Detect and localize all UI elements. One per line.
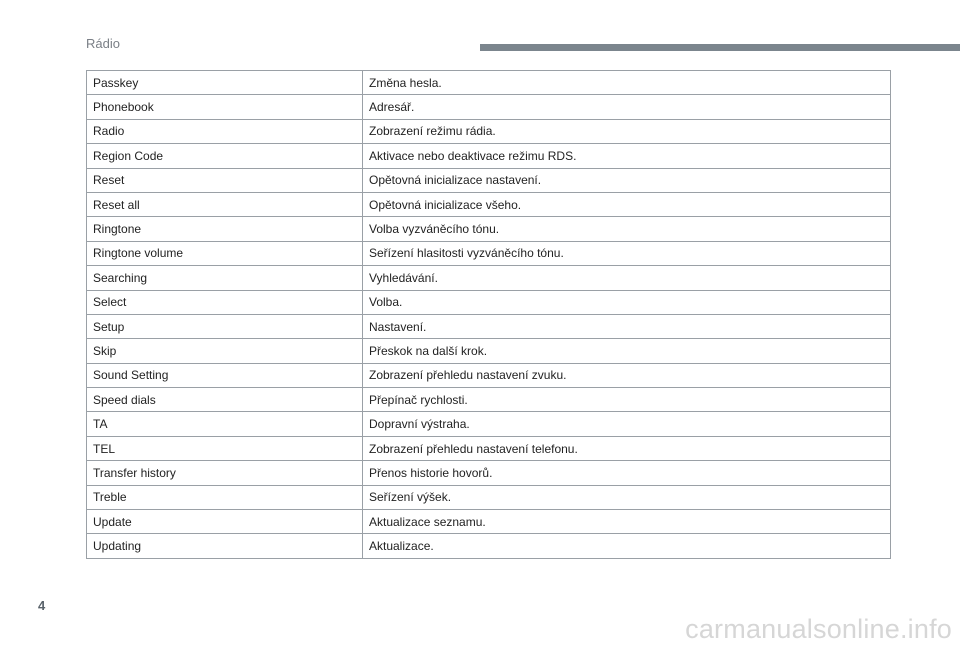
description-cell: Zobrazení režimu rádia.	[363, 119, 891, 143]
term-cell: Searching	[87, 266, 363, 290]
term-cell: Sound Setting	[87, 363, 363, 387]
table-row	[87, 217, 891, 241]
description-cell: Adresář.	[363, 95, 891, 119]
term-cell: Skip	[87, 339, 363, 363]
term-cell: TEL	[87, 436, 363, 460]
term-cell: Ringtone volume	[87, 241, 363, 265]
description-cell: Aktualizace.	[363, 534, 891, 558]
table-row	[87, 534, 891, 558]
description-cell: Opětovná inicializace nastavení.	[363, 168, 891, 192]
table-row	[87, 363, 891, 387]
table-row	[87, 314, 891, 338]
term-cell: Select	[87, 290, 363, 314]
table-row	[87, 412, 891, 436]
description-cell: Aktualizace seznamu.	[363, 510, 891, 534]
table-row	[87, 71, 891, 95]
term-cell: Update	[87, 510, 363, 534]
term-cell: Speed dials	[87, 388, 363, 412]
description-cell: Přeskok na další krok.	[363, 339, 891, 363]
description-cell: Vyhledávání.	[363, 266, 891, 290]
term-cell: TA	[87, 412, 363, 436]
table-row	[87, 290, 891, 314]
description-cell: Volba.	[363, 290, 891, 314]
term-cell: Transfer history	[87, 461, 363, 485]
description-cell: Aktivace nebo deaktivace režimu RDS.	[363, 144, 891, 168]
table-row	[87, 241, 891, 265]
term-cell: Passkey	[87, 71, 363, 95]
table-row	[87, 461, 891, 485]
header-bar	[480, 44, 960, 51]
table-row	[87, 168, 891, 192]
description-cell: Zobrazení přehledu nastavení telefonu.	[363, 436, 891, 460]
glossary-body	[87, 71, 891, 559]
description-cell: Seřízení výšek.	[363, 485, 891, 509]
term-cell: Radio	[87, 119, 363, 143]
page-number: 4	[38, 598, 46, 613]
term-cell: Setup	[87, 314, 363, 338]
description-cell: Přenos historie hovorů.	[363, 461, 891, 485]
description-cell: Dopravní výstraha.	[363, 412, 891, 436]
table-row	[87, 144, 891, 168]
description-cell: Přepínač rychlosti.	[363, 388, 891, 412]
table-row	[87, 95, 891, 119]
term-cell: Reset all	[87, 192, 363, 216]
description-cell: Volba vyzváněcího tónu.	[363, 217, 891, 241]
watermark: carmanualsonline.info	[685, 614, 952, 644]
term-cell: Reset	[87, 168, 363, 192]
glossary-table	[86, 70, 891, 559]
table-row	[87, 339, 891, 363]
description-cell: Nastavení.	[363, 314, 891, 338]
table-row	[87, 192, 891, 216]
description-cell: Zobrazení přehledu nastavení zvuku.	[363, 363, 891, 387]
term-cell: Region Code	[87, 144, 363, 168]
section-title: Rádio	[86, 36, 120, 51]
term-cell: Ringtone	[87, 217, 363, 241]
table-row	[87, 436, 891, 460]
description-cell: Opětovná inicializace všeho.	[363, 192, 891, 216]
term-cell: Treble	[87, 485, 363, 509]
table-row	[87, 510, 891, 534]
table-row	[87, 119, 891, 143]
description-cell: Seřízení hlasitosti vyzváněcího tónu.	[363, 241, 891, 265]
table-row	[87, 266, 891, 290]
table-row	[87, 485, 891, 509]
term-cell: Updating	[87, 534, 363, 558]
description-cell: Změna hesla.	[363, 71, 891, 95]
term-cell: Phonebook	[87, 95, 363, 119]
table-row	[87, 388, 891, 412]
